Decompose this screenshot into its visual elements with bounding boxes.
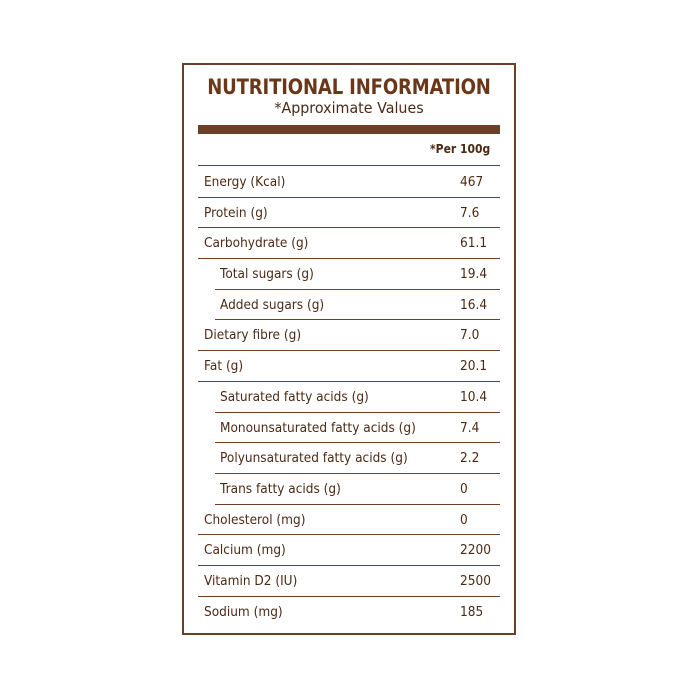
nutrient-value: 467 (460, 174, 484, 190)
nutrient-label: Total sugars (g) (220, 266, 314, 283)
nutrient-label: Trans fatty acids (g) (220, 480, 341, 497)
table-row (184, 382, 514, 413)
label-subtitle: *Approximate Values (274, 99, 424, 117)
nutrient-value: 10.4 (460, 388, 488, 405)
nutrient-label: Protein (g) (204, 204, 268, 221)
nutrient-value: 2.2 (460, 450, 480, 467)
table-row (184, 167, 514, 198)
nutrient-value: 61.1 (460, 235, 488, 252)
table-row (184, 259, 514, 290)
nutrient-value: 7.4 (460, 419, 480, 436)
nutrient-label: Cholesterol (mg) (204, 511, 306, 528)
nutrient-label: Polyunsaturated fatty acids (g) (220, 450, 408, 467)
table-row (184, 290, 514, 321)
nutrient-label: Carbohydrate (g) (204, 235, 309, 252)
nutrient-label: Vitamin D2 (IU) (204, 572, 298, 589)
table-row (184, 351, 514, 382)
table-row (184, 535, 514, 566)
nutrient-value: 7.0 (460, 327, 480, 344)
nutrient-value: 0 (460, 511, 468, 528)
table-row (184, 566, 514, 597)
header-divider-bar (198, 125, 500, 134)
table-row (184, 474, 514, 505)
nutrient-value: 185 (460, 603, 484, 620)
table-row (184, 413, 514, 444)
nutrient-label: Saturated fatty acids (g) (220, 388, 369, 405)
table-row (184, 597, 514, 628)
nutrient-label: Monounsaturated fatty acids (g) (220, 419, 416, 436)
nutrient-label: Added sugars (g) (220, 296, 325, 313)
table-row (184, 228, 514, 259)
nutrient-value: 16.4 (460, 296, 488, 313)
nutrient-value: 19.4 (460, 266, 488, 283)
nutrient-label: Dietary fibre (g) (204, 327, 302, 344)
column-header-per-100g: *Per 100g (430, 142, 491, 156)
nutrient-label: Sodium (mg) (204, 603, 283, 620)
table-row (184, 443, 514, 474)
nutrient-label: Energy (Kcal) (204, 174, 286, 190)
nutrient-value: 0 (460, 480, 468, 497)
table-top-rule (198, 165, 500, 166)
label-title: NUTRITIONAL INFORMATION (207, 75, 491, 99)
table-row (184, 505, 514, 536)
table-row (184, 198, 514, 229)
nutrient-value: 7.6 (460, 204, 480, 221)
nutrient-label: Fat (g) (204, 358, 244, 375)
nutrient-value: 20.1 (460, 358, 488, 375)
nutrient-value: 2200 (460, 542, 491, 559)
nutrient-value: 2500 (460, 572, 491, 589)
nutrient-label: Calcium (mg) (204, 542, 286, 559)
nutrition-table (184, 167, 514, 627)
nutrition-label-card (182, 63, 516, 635)
table-row (184, 320, 514, 351)
